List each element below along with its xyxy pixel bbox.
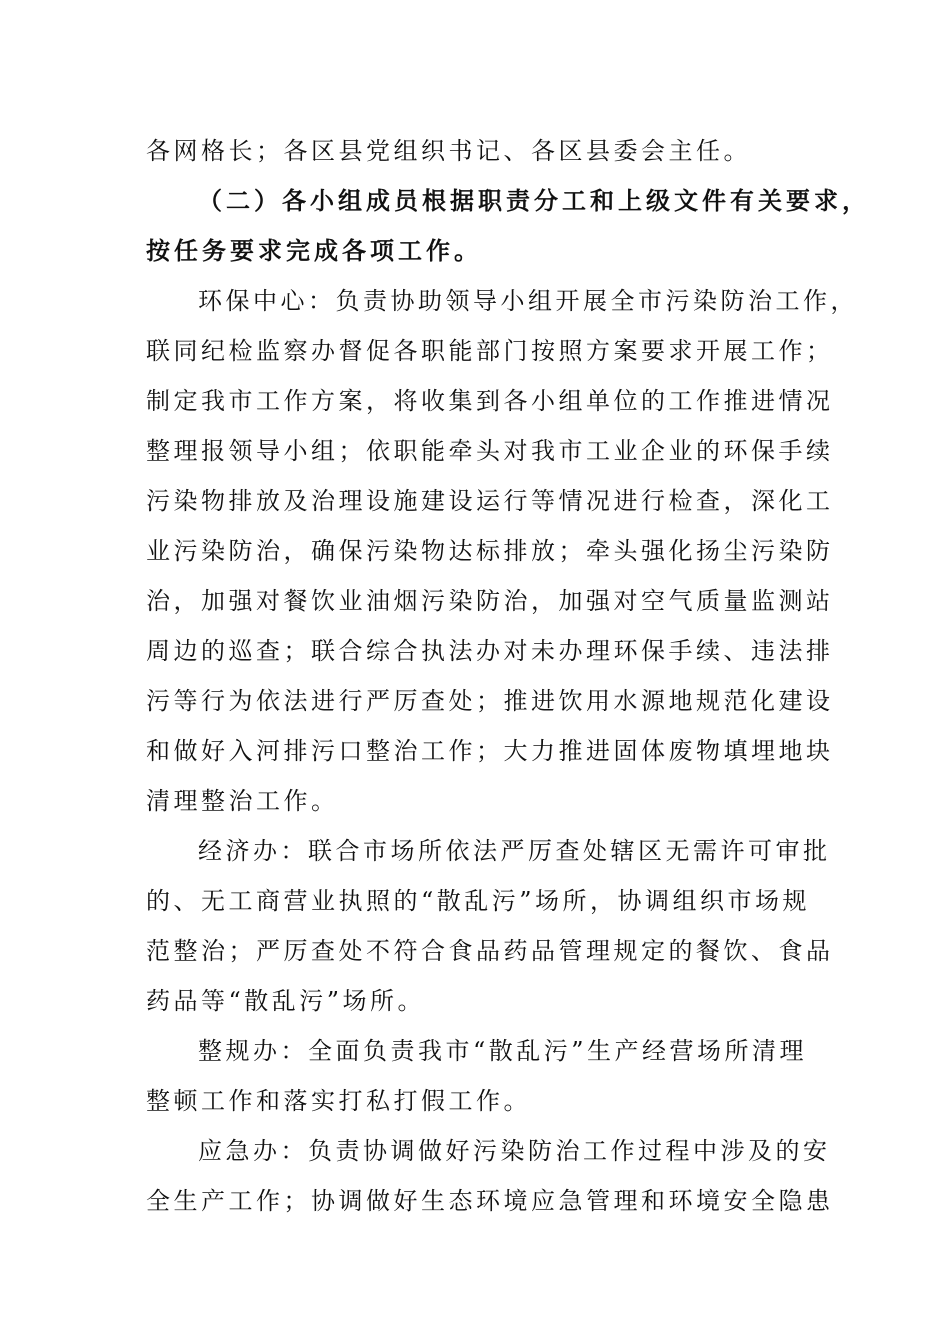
text-line: 治，加强对餐饮业油烟污染防治，加强对空气质量监测站 <box>146 587 834 615</box>
text-line: 清理整治工作。 <box>146 787 339 815</box>
text-line: 范整治；严厉查处不符合食品药品管理规定的餐饮、食品 <box>146 937 834 965</box>
paragraph-economy-office-line: 经济办：联合市场所依法严厉查处辖区无需许可审批 <box>198 837 831 865</box>
text-line: 联同纪检监察办督促各职能部门按照方案要求开展工作； <box>146 337 834 365</box>
text-line: 污等行为依法进行严厉查处；推进饮用水源地规范化建设 <box>146 687 834 715</box>
section-heading-line: 按任务要求完成各项工作。 <box>146 237 482 265</box>
text-line: 全生产工作；协调做好生态环境应急管理和环境安全隐患 <box>146 1187 834 1215</box>
text-line: 各网格长；各区县党组织书记、各区县委会主任。 <box>146 137 751 165</box>
paragraph-environment-center-line: 环保中心：负责协助领导小组开展全市污染防治工作， <box>198 287 858 315</box>
text-line: 业污染防治，确保污染物达标排放；牵头强化扬尘污染防 <box>146 537 834 565</box>
paragraph-emergency-office-line: 应急办：负责协调做好污染防治工作过程中涉及的安 <box>198 1137 831 1165</box>
text-line: 的、无工商营业执照的“散乱污”场所，协调组织市场规 <box>146 887 811 915</box>
text-line: 和做好入河排污口整治工作；大力推进固体废物填埋地块 <box>146 737 834 765</box>
text-line: 整顿工作和落实打私打假工作。 <box>146 1087 531 1115</box>
text-line: 污染物排放及治理设施建设运行等情况进行检查，深化工 <box>146 487 834 515</box>
text-line: 药品等“散乱污”场所。 <box>146 987 426 1015</box>
section-heading-line: （二）各小组成员根据职责分工和上级文件有关要求， <box>198 187 870 215</box>
text-line: 制定我市工作方案，将收集到各小组单位的工作推进情况 <box>146 387 834 415</box>
text-line: 周边的巡查；联合综合执法办对未办理环保手续、违法排 <box>146 637 834 665</box>
text-line: 整理报领导小组；依职能牵头对我市工业企业的环保手续 <box>146 437 834 465</box>
paragraph-regulation-office-line: 整规办：全面负责我市“散乱污”生产经营场所清理 <box>198 1037 808 1065</box>
